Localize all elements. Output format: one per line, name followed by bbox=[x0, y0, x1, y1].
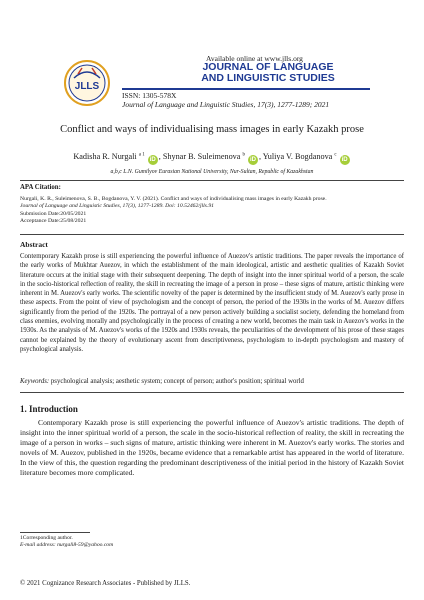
acceptance-date: Acceptance Date:25/08/2021 bbox=[20, 218, 87, 225]
apa-heading: APA Citation: bbox=[20, 184, 61, 191]
submission-date: Submission Date:20/05/2021 bbox=[20, 210, 87, 217]
keywords-text: psychological analysis; aesthetic system; concept of person; author's position; spiritual world bbox=[50, 378, 304, 385]
abstract-heading: Abstract bbox=[20, 240, 48, 249]
author-mark: a 1 bbox=[138, 152, 145, 158]
introduction-text: Contemporary Kazakh prose is still experiencing the powerful influence of Auezov's artistic traditions. The depth of insight into the inner spiritual world of a person, the scale in the socio-historical reflection of reality, the skill in recreating the image of a person in works – such signs of mature, artistic thinking were inherent in M. Auezov's early works. The stories and novels of M. Auezov, published in the 1920s, became evidence that a remarkable artist has appeared in the world of literature. In the view of this, the question regarding the predominant descriptiveness of the initial period in the history of Kazakh Soviet literature becomes more complicated. bbox=[20, 418, 404, 478]
keywords bbox=[20, 378, 404, 385]
affiliation: a,b,c L.N. Gumilyov Eurasian National University, Nur-Sultan, Republic of Kazakhstan bbox=[110, 169, 314, 175]
journal-citation-line: Journal of Language and Linguistic Studies, 17(3), 1277-1289; 2021 bbox=[122, 100, 330, 109]
journal-title bbox=[168, 62, 368, 84]
section-heading: 1. Introduction bbox=[20, 404, 78, 414]
author-list: Kadisha R. Nurgali $^{a 1}$ iD , Shynar B. Suleimenova $^b$ iD , Yuliya V. Bogdanova $^c$ iD bbox=[73, 152, 348, 163]
journal-title-line1: JOURNAL OF LANGUAGE bbox=[202, 61, 334, 73]
divider bbox=[20, 180, 404, 181]
orcid-icon[interactable]: iD bbox=[341, 157, 348, 163]
footnote-email: E-mail address: nurgali8-59@yahoo.com bbox=[20, 542, 114, 549]
abstract-text: Contemporary Kazakh prose is still experiencing the powerful influence of Auezov's artistic traditions. The paper reveals the importance of the early works of Mukhtar Auezov, in which the establishment of the main ideological, artistic and aesthetic qualities of Kazakh Soviet literature occurs at the initial stage with their subsequent deepening. The depth of insight into the inner spiritual world of a person, the scale in the socio-historical reflection of reality, the skill in recreating the image of a person in prose – these signs of mature, artistic thinking were inherent in M. Auezov's early works. The scientific novelty of the paper is determined by the insufficient study of M. Auezov's early prose in these aspects. From the point of view of psychologism and the concept of person, the period of the 1930s in the works of M. Auezov differs significantly from the period of the 1920s. The portrayal of a new person actively building a socialist society, defending the homeland from class enemies, evolving morally and psychologically in the process of creating a new world, becomes the main task in Auezov's works in the 1930s. As the analysis of M. Auezov's works of the 1920s and 1930s reveals, the peculiarities of the development of his prose of these stages cannot be explained by the theory of evolutionary ascent from descriptiveness, psychologism to in-depth psychologism and mastery of psychological analysis. bbox=[20, 253, 404, 353]
issn: ISSN: 1305-578X bbox=[122, 91, 177, 100]
paper-title: Conflict and ways of individualising mass images in early Kazakh prose bbox=[60, 124, 364, 135]
journal-title-line2: AND LINGUISTIC STUDIES bbox=[201, 72, 335, 84]
footnote-rule bbox=[20, 532, 90, 533]
author-mark: b bbox=[242, 152, 245, 158]
footnote bbox=[20, 535, 113, 549]
divider bbox=[20, 234, 404, 235]
apa-line: Journal of Language and Linguistic Studies, 17(3), 1277-1289. Doi: 10.52462/jlls.91 bbox=[20, 203, 215, 210]
author-name: Shynar B. Suleimenova bbox=[162, 152, 241, 161]
page-footer: © 2021 Cognizance Research Associates - Published by JLLS. bbox=[20, 580, 191, 587]
footnote-line: 1Corresponding author. bbox=[20, 535, 73, 541]
orcid-icon[interactable]: iD bbox=[249, 157, 256, 163]
header-rule bbox=[122, 88, 370, 90]
logo-text: JLLS bbox=[74, 81, 100, 92]
orcid-icon[interactable]: iD bbox=[149, 157, 156, 163]
online-availability: Available online at www.jlls.org bbox=[206, 54, 303, 63]
keywords-label: Keywords: bbox=[20, 378, 50, 385]
journal-logo bbox=[62, 58, 112, 108]
apa-citation bbox=[20, 196, 404, 226]
author-mark: c bbox=[334, 152, 337, 158]
apa-line: Nurgali, K. R., Suleimenova, S. B., Bogdanova, Y. V. (2021). Conflict and ways of individualising mass images in early Kazakh prose. bbox=[20, 196, 327, 202]
divider bbox=[20, 392, 404, 393]
author-name: Yuliya V. Bogdanova bbox=[262, 152, 333, 161]
author-name: Kadisha R. Nurgali bbox=[73, 152, 137, 161]
